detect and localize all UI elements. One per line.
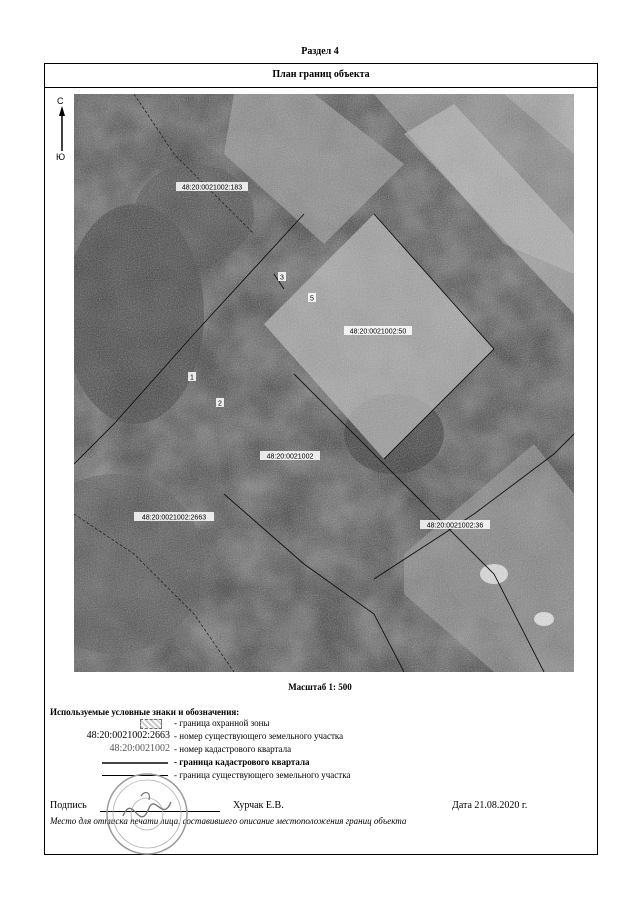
legend-symbol-text: 48:20:0021002:2663 bbox=[86, 730, 170, 741]
section-title: Раздел 4 bbox=[301, 46, 339, 57]
signature-label: Подпись bbox=[50, 800, 87, 811]
north-arrow bbox=[54, 96, 70, 166]
svg-text:3: 3 bbox=[280, 274, 284, 282]
svg-text:48:20:0021002:183: 48:20:0021002:183 bbox=[181, 184, 243, 192]
svg-text:48:20:0021002:2663: 48:20:0021002:2663 bbox=[141, 514, 207, 522]
protection-zone-symbol bbox=[140, 719, 162, 729]
point-1 bbox=[188, 372, 196, 382]
legend-title: Используемые условные знаки и обозначения: bbox=[50, 707, 240, 717]
svg-text:48:20:0021002:36: 48:20:0021002:36 bbox=[426, 522, 484, 530]
label-parcel-50 bbox=[344, 326, 412, 336]
north-label: С bbox=[57, 96, 64, 106]
legend-text: - номер кадастрового квартала bbox=[174, 744, 292, 754]
legend-text: - граница охранной зоны bbox=[174, 718, 270, 728]
south-label: Ю bbox=[56, 152, 66, 162]
point-3 bbox=[278, 272, 286, 282]
label-parcel-2663 bbox=[134, 512, 214, 522]
label-parcel-36 bbox=[420, 520, 490, 530]
map-canvas bbox=[74, 94, 574, 672]
seal-icon bbox=[105, 772, 189, 856]
label-quarter bbox=[260, 451, 320, 461]
svg-text:5: 5 bbox=[310, 295, 314, 303]
signature-date: Дата 21.08.2020 г. bbox=[452, 800, 528, 811]
point-2 bbox=[216, 398, 224, 408]
map-scale: Масштаб 1: 500 bbox=[288, 682, 352, 692]
point-5 bbox=[308, 293, 316, 303]
legend-symbol-text: 48:20:0021002 bbox=[109, 743, 170, 754]
label-parcel-183 bbox=[176, 182, 248, 192]
aerial-map bbox=[74, 94, 574, 672]
svg-text:2: 2 bbox=[218, 400, 222, 408]
svg-text:48:20:0021002: 48:20:0021002 bbox=[266, 453, 314, 461]
legend-text: - граница кадастрового квартала bbox=[174, 757, 310, 767]
legend-item-protection-zone bbox=[50, 717, 590, 730]
svg-text:1: 1 bbox=[190, 374, 194, 382]
frame-header: План границ объекта bbox=[45, 64, 597, 88]
legend-text: - граница существующего земельного участка bbox=[174, 770, 351, 780]
stamp-note: Место для оттиска печати лица, составившего описание местоположения границ объекта bbox=[50, 816, 407, 826]
legend-item-quarter-boundary bbox=[50, 756, 590, 769]
quarter-boundary-symbol bbox=[102, 762, 168, 764]
signer-name: Хурчак Е.В. bbox=[233, 800, 284, 811]
legend-item-parcel-number bbox=[50, 730, 590, 743]
legend-text: - номер существующего земельного участка bbox=[174, 731, 344, 741]
svg-text:48:20:0021002:50: 48:20:0021002:50 bbox=[349, 328, 407, 336]
legend-item-quarter-number bbox=[50, 743, 590, 756]
